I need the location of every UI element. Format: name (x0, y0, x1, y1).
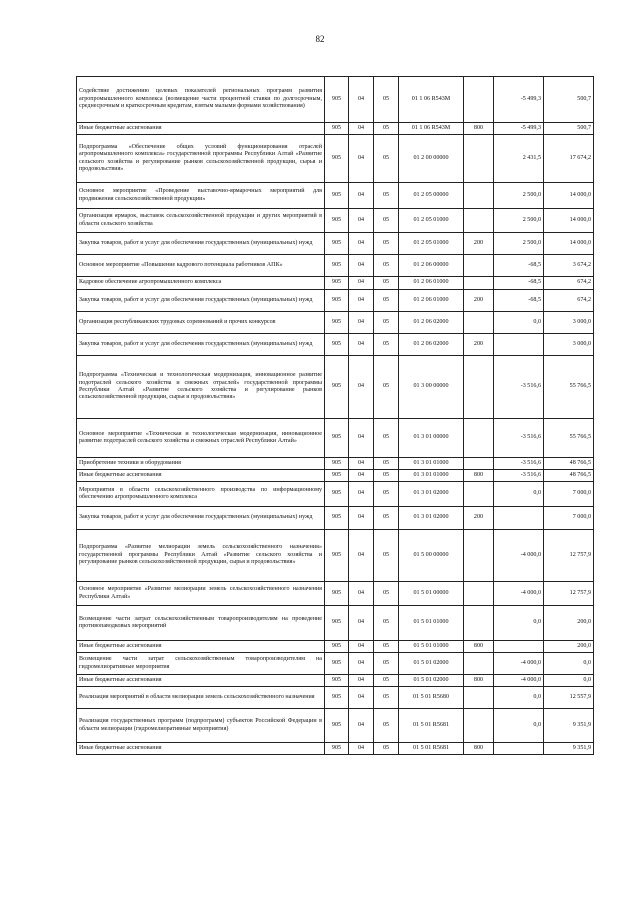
table-row-name: Иные бюджетные ассигнования (77, 675, 325, 687)
table-row-amount-change: -4 000,0 (494, 582, 544, 606)
table-row-amount-total: 7 000,0 (544, 507, 594, 530)
table-row-amount-change: -5 499,3 (494, 77, 544, 123)
table-row-target-article: 01 2 06 01000 (399, 290, 464, 312)
table-row (77, 530, 594, 582)
table-row-name: Иные бюджетные ассигнования (77, 470, 325, 482)
table-row-amount-total: 17 674,2 (544, 135, 594, 183)
table-row-subsection: 05 (374, 470, 399, 482)
table-row-section: 04 (349, 458, 374, 470)
table-row-amount-total: 14 000,0 (544, 233, 594, 255)
table-row-amount-total: 674,2 (544, 290, 594, 312)
table-row-name: Основное мероприятие «Техническая и технологическая модернизация, инновационное развитие подотраслей сельского хозяйства и смежных отраслей Республики Алтай» (77, 419, 325, 458)
table-row-target-article: 01 2 06 02000 (399, 334, 464, 356)
page-number: 82 (315, 34, 325, 44)
table-row-section: 04 (349, 743, 374, 755)
table-row-subsection: 05 (374, 123, 399, 135)
table-row-amount-change: -3 516,6 (494, 470, 544, 482)
table-row-target-article: 01 5 01 02000 (399, 675, 464, 687)
table-row-ministry-code: 905 (325, 255, 349, 277)
table-row-target-article: 01 5 01 01000 (399, 606, 464, 641)
table-row-subsection: 05 (374, 530, 399, 582)
table-row (77, 743, 594, 755)
table-row-ministry-code: 905 (325, 687, 349, 709)
table-row-amount-change: -68,5 (494, 255, 544, 277)
table-row-amount-change (494, 507, 544, 530)
table-row-subsection: 05 (374, 606, 399, 641)
table-row-ministry-code: 905 (325, 470, 349, 482)
table-row-amount-total: 14 000,0 (544, 183, 594, 209)
table-row-ministry-code: 905 (325, 743, 349, 755)
table-row-section: 04 (349, 334, 374, 356)
table-row-expense-kind: 200 (464, 334, 494, 356)
table-row-name: Организация ярмарок, выставок сельскохозяйственной продукции и других мероприятий в области сельского хозяйства (77, 209, 325, 233)
table-row-name: Возмещение части затрат сельскохозяйственным товаропроизводителям на проведение противопаводковых мероприятий (77, 606, 325, 641)
table-row-expense-kind (464, 209, 494, 233)
table-row-expense-kind: 200 (464, 507, 494, 530)
table-row-name: Возмещение части затрат сельскохозяйственным товаропроизводителям на гидромелиоративные мероприятия (77, 653, 325, 675)
table-row-amount-total: 9 351,9 (544, 709, 594, 743)
table-row-expense-kind (464, 482, 494, 507)
table-row-amount-change: -68,5 (494, 277, 544, 290)
table-row-amount-total: 12 557,9 (544, 687, 594, 709)
table-row-subsection: 05 (374, 233, 399, 255)
table-row (77, 77, 594, 123)
table-row-target-article: 01 3 01 00000 (399, 419, 464, 458)
table-row-subsection: 05 (374, 458, 399, 470)
table-row-subsection: 05 (374, 419, 399, 458)
table-row-amount-change: -3 516,6 (494, 356, 544, 419)
table-row-name: Основное мероприятие «Проведение выставочно-ярмарочных мероприятий для продвижения сельскохозяйственной продукции» (77, 183, 325, 209)
table-row-section: 04 (349, 709, 374, 743)
table-row-expense-kind (464, 709, 494, 743)
table-row-section: 04 (349, 470, 374, 482)
table-row-name: Закупка товаров, работ и услуг для обеспечения государственных (муниципальных) нужд (77, 507, 325, 530)
table-row-expense-kind: 200 (464, 290, 494, 312)
table-row-ministry-code: 905 (325, 77, 349, 123)
table-row (77, 312, 594, 334)
table-row-expense-kind (464, 458, 494, 470)
table-row (77, 277, 594, 290)
table-row-section: 04 (349, 419, 374, 458)
table-row-target-article: 01 2 05 01000 (399, 209, 464, 233)
table-row-target-article: 01 2 05 00000 (399, 183, 464, 209)
table-row-target-article: 01 5 01 R5681 (399, 743, 464, 755)
table-row-name: Реализация государственных программ (подпрограмм) субъектов Российской Федерации в области мелиорации (гидромелиоративные мероприятия) (77, 709, 325, 743)
table-row-subsection: 05 (374, 255, 399, 277)
table-row-target-article: 01 5 01 R5680 (399, 687, 464, 709)
table-row (77, 687, 594, 709)
table-row-ministry-code: 905 (325, 653, 349, 675)
table-row-name: Закупка товаров, работ и услуг для обеспечения государственных (муниципальных) нужд (77, 290, 325, 312)
table-row-section: 04 (349, 675, 374, 687)
table-row-name: Организация республиканских трудовых соревнований и прочих конкурсов (77, 312, 325, 334)
table-row-expense-kind (464, 277, 494, 290)
table-row-expense-kind (464, 356, 494, 419)
table-row-expense-kind (464, 582, 494, 606)
table-row-amount-change (494, 334, 544, 356)
table-row-subsection: 05 (374, 675, 399, 687)
table-row-section: 04 (349, 641, 374, 653)
table-row-name: Подпрограмма «Обеспечение общих условий функционирования отраслей агропромышленного комплекса» государственной программы Республики Алтай «Развитие сельского хозяйства и регулирование рынков сельскохозяйственной продукции, сырья и продовольствия» (77, 135, 325, 183)
table-row (77, 675, 594, 687)
table-row-section: 04 (349, 687, 374, 709)
table-row-amount-change: -4 000,0 (494, 675, 544, 687)
table-row-name: Кадровое обеспечение агропромышленного комплекса (77, 277, 325, 290)
table-row-amount-total: 500,7 (544, 123, 594, 135)
table-row-target-article: 01 2 00 00000 (399, 135, 464, 183)
table-row-ministry-code: 905 (325, 356, 349, 419)
table-row-amount-total: 48 766,5 (544, 458, 594, 470)
table-row-expense-kind (464, 135, 494, 183)
table-row-subsection: 05 (374, 312, 399, 334)
table-row-amount-total: 12 757,9 (544, 582, 594, 606)
table-row-section: 04 (349, 209, 374, 233)
table-row-expense-kind (464, 687, 494, 709)
table-row-expense-kind (464, 77, 494, 123)
table-row-expense-kind: 800 (464, 675, 494, 687)
budget-table (76, 76, 594, 755)
table-row-target-article: 01 5 01 00000 (399, 582, 464, 606)
table-row-subsection: 05 (374, 743, 399, 755)
table-row-section: 04 (349, 77, 374, 123)
table-row-section: 04 (349, 277, 374, 290)
table-row (77, 653, 594, 675)
table-row-ministry-code: 905 (325, 606, 349, 641)
table-row-ministry-code: 905 (325, 233, 349, 255)
table-row-ministry-code: 905 (325, 183, 349, 209)
table-row-amount-total: 55 766,5 (544, 356, 594, 419)
table-row-ministry-code: 905 (325, 312, 349, 334)
table-row-subsection: 05 (374, 482, 399, 507)
table-row-subsection: 05 (374, 277, 399, 290)
table-row-ministry-code: 905 (325, 334, 349, 356)
table-row-amount-total: 3 674,2 (544, 255, 594, 277)
table-row-expense-kind (464, 653, 494, 675)
table-row-target-article: 01 5 01 R5681 (399, 709, 464, 743)
table-row-amount-total: 3 000,0 (544, 312, 594, 334)
table-row-target-article: 01 5 00 00000 (399, 530, 464, 582)
table-row-section: 04 (349, 123, 374, 135)
table-row-target-article: 01 3 01 02000 (399, 482, 464, 507)
table-row-target-article: 01 3 00 00000 (399, 356, 464, 419)
table-row-expense-kind (464, 530, 494, 582)
table-row (77, 458, 594, 470)
table-row-amount-change: 0,0 (494, 687, 544, 709)
table-row (77, 123, 594, 135)
table-row-target-article: 01 1 06 R543M (399, 77, 464, 123)
table-row (77, 209, 594, 233)
table-row-expense-kind (464, 255, 494, 277)
table-row-expense-kind: 200 (464, 233, 494, 255)
table-row-amount-change: -4 000,0 (494, 653, 544, 675)
table-row-section: 04 (349, 530, 374, 582)
table-row-target-article: 01 2 05 01000 (399, 233, 464, 255)
table-row-amount-total: 0,0 (544, 653, 594, 675)
table-row-expense-kind (464, 312, 494, 334)
table-row-subsection: 05 (374, 290, 399, 312)
table-row-amount-change: 0,0 (494, 709, 544, 743)
table-row-name: Иные бюджетные ассигнования (77, 123, 325, 135)
table-row (77, 290, 594, 312)
table-row-target-article: 01 2 06 01000 (399, 277, 464, 290)
table-row (77, 641, 594, 653)
table-row-ministry-code: 905 (325, 675, 349, 687)
table-row (77, 419, 594, 458)
table-row-subsection: 05 (374, 77, 399, 123)
table-row-section: 04 (349, 312, 374, 334)
table-row-amount-total: 200,0 (544, 606, 594, 641)
table-row (77, 482, 594, 507)
table-row-subsection: 05 (374, 135, 399, 183)
table-row-target-article: 01 2 06 00000 (399, 255, 464, 277)
table-row-section: 04 (349, 135, 374, 183)
table-row-amount-change: -3 516,6 (494, 419, 544, 458)
table-row-name: Реализация мероприятий в области мелиорации земель сельскохозяйственного назначения (77, 687, 325, 709)
table-row-amount-total: 200,0 (544, 641, 594, 653)
table-row-amount-total: 7 000,0 (544, 482, 594, 507)
table-row-name: Закупка товаров, работ и услуг для обеспечения государственных (муниципальных) нужд (77, 334, 325, 356)
table-row-subsection: 05 (374, 582, 399, 606)
table-row-target-article: 01 3 01 01000 (399, 470, 464, 482)
table-row (77, 183, 594, 209)
table-row-ministry-code: 905 (325, 530, 349, 582)
table-row-ministry-code: 905 (325, 419, 349, 458)
table-row-section: 04 (349, 482, 374, 507)
table-row (77, 582, 594, 606)
table-row-section: 04 (349, 653, 374, 675)
table-row-name: Основное мероприятие «Развитие мелиорации земель сельскохозяйственного назначения Республики Алтай» (77, 582, 325, 606)
table-row-name: Подпрограмма «Развитие мелиорации земель сельскохозяйственного назначения» государственной программы Республики Алтай «Развитие сельского хозяйства и регулирование рынков сельскохозяйственной продукции, сырья и продовольствия» (77, 530, 325, 582)
table-row (77, 135, 594, 183)
table-row-subsection: 05 (374, 183, 399, 209)
table-row-amount-change: -5 499,3 (494, 123, 544, 135)
table-row-ministry-code: 905 (325, 482, 349, 507)
table-row (77, 233, 594, 255)
table-row-amount-total: 500,7 (544, 77, 594, 123)
table-row-section: 04 (349, 233, 374, 255)
table-row-target-article: 01 3 01 02000 (399, 507, 464, 530)
table-row-subsection: 05 (374, 209, 399, 233)
table-row-name: Закупка товаров, работ и услуг для обеспечения государственных (муниципальных) нужд (77, 233, 325, 255)
table-row-ministry-code: 905 (325, 277, 349, 290)
table-row-ministry-code: 905 (325, 709, 349, 743)
table-row-amount-total: 3 000,0 (544, 334, 594, 356)
table-row (77, 334, 594, 356)
table-row-amount-change: 0,0 (494, 482, 544, 507)
table-row-amount-total: 48 766,5 (544, 470, 594, 482)
table-row-target-article: 01 2 06 02000 (399, 312, 464, 334)
table-row-amount-total: 12 757,9 (544, 530, 594, 582)
table-row (77, 709, 594, 743)
table-row-expense-kind: 800 (464, 743, 494, 755)
table-row-target-article: 01 5 01 01000 (399, 641, 464, 653)
table-row-target-article: 01 5 01 02000 (399, 653, 464, 675)
table-row-amount-change: 2 500,0 (494, 183, 544, 209)
table-row-amount-change: 0,0 (494, 606, 544, 641)
table-row-ministry-code: 905 (325, 641, 349, 653)
table-row-amount-change: 0,0 (494, 312, 544, 334)
table-row-section: 04 (349, 582, 374, 606)
table-row-amount-change: -3 516,6 (494, 458, 544, 470)
table-row-amount-change: 2 500,0 (494, 209, 544, 233)
table-row-subsection: 05 (374, 507, 399, 530)
table-row (77, 507, 594, 530)
table-row-target-article: 01 1 06 R543M (399, 123, 464, 135)
table-row-ministry-code: 905 (325, 209, 349, 233)
table-row-amount-total: 9 351,9 (544, 743, 594, 755)
table-row-amount-change: 2 500,0 (494, 233, 544, 255)
table-row-amount-change: -4 000,0 (494, 530, 544, 582)
table-row-expense-kind (464, 606, 494, 641)
table-row (77, 356, 594, 419)
table-row-ministry-code: 905 (325, 123, 349, 135)
table-row-section: 04 (349, 183, 374, 209)
table-row-section: 04 (349, 356, 374, 419)
table-row-target-article: 01 3 01 01000 (399, 458, 464, 470)
table-row-subsection: 05 (374, 687, 399, 709)
table-row-ministry-code: 905 (325, 582, 349, 606)
table-row-expense-kind (464, 419, 494, 458)
table-row-subsection: 05 (374, 653, 399, 675)
table-row (77, 606, 594, 641)
table-row-ministry-code: 905 (325, 290, 349, 312)
table-row-name: Основное мероприятие «Повышение кадрового потенциала работников АПК» (77, 255, 325, 277)
table-row-subsection: 05 (374, 709, 399, 743)
table-row-section: 04 (349, 507, 374, 530)
table-row-amount-total: 674,2 (544, 277, 594, 290)
table-row-expense-kind (464, 183, 494, 209)
table-row-amount-total: 55 766,5 (544, 419, 594, 458)
table-row-name: Иные бюджетные ассигнования (77, 641, 325, 653)
table-row-ministry-code: 905 (325, 135, 349, 183)
table-row-expense-kind: 800 (464, 470, 494, 482)
table-row-section: 04 (349, 290, 374, 312)
table-row (77, 255, 594, 277)
table-row-expense-kind: 800 (464, 641, 494, 653)
table-row-name: Подпрограмма «Техническая и технологическая модернизация, инновационное развитие подотраслей сельского хозяйства и смежных отраслей» государственной программы Республики Алтай «Развитие сельского хозяйства и регулирование рынков сельскохозяйственной продукции, сырья и продовольствия» (77, 356, 325, 419)
table-row-subsection: 05 (374, 334, 399, 356)
table-row-name: Мероприятия в области сельскохозяйственного производства по информационному обеспечению агропромышленного комплекса (77, 482, 325, 507)
table-row-amount-total: 0,0 (544, 675, 594, 687)
table-row-expense-kind: 800 (464, 123, 494, 135)
table-row-section: 04 (349, 255, 374, 277)
table-row-ministry-code: 905 (325, 458, 349, 470)
table-row-amount-change (494, 743, 544, 755)
table-row-subsection: 05 (374, 641, 399, 653)
table-row (77, 470, 594, 482)
table-row-section: 04 (349, 606, 374, 641)
table-row-amount-change: -68,5 (494, 290, 544, 312)
table-row-ministry-code: 905 (325, 507, 349, 530)
table-row-amount-change: 2 431,5 (494, 135, 544, 183)
table-row-amount-total: 14 000,0 (544, 209, 594, 233)
table-row-name: Иные бюджетные ассигнования (77, 743, 325, 755)
table-row-amount-change (494, 641, 544, 653)
table-row-subsection: 05 (374, 356, 399, 419)
table-row-name: Содействие достижению целевых показателей региональных программ развития агропромышленного комплекса (возмещение части процентной ставки по долгосрочным, среднесрочным и краткосрочным кредитам, взятым малыми формами хозяйствования) (77, 77, 325, 123)
table-row-name: Приобретение техники и оборудования (77, 458, 325, 470)
